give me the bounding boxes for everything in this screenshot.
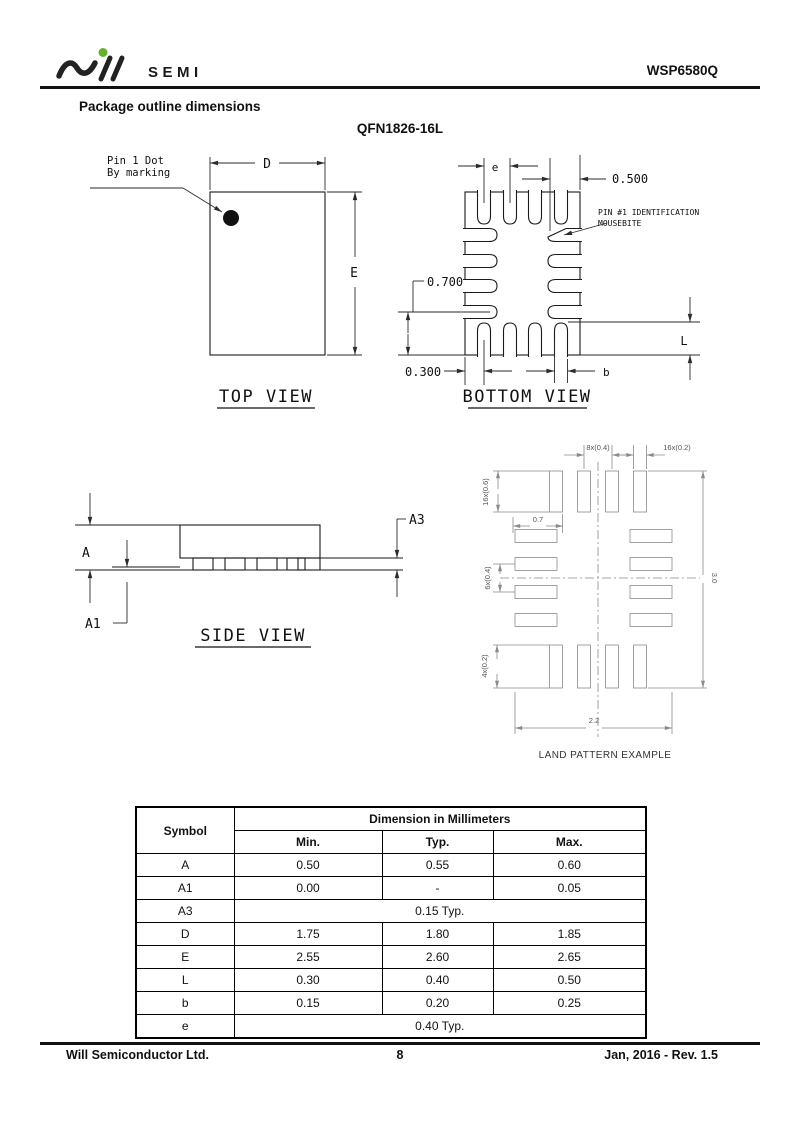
footer-rule — [40, 1042, 760, 1045]
table-row — [136, 923, 646, 946]
dim-label-0700: 0.700 — [427, 275, 464, 289]
package-name: QFN1826-16L — [356, 121, 444, 136]
dim-label-l: L — [680, 334, 688, 348]
land-label-side-pitch: 6x(0.4) — [483, 566, 492, 590]
cell-span-value: 0.15 Typ. — [234, 900, 646, 923]
land-pattern-centerlines — [500, 462, 700, 737]
land-pattern-pads — [515, 471, 672, 688]
part-number: WSP6580Q — [646, 63, 718, 78]
bottom-view-title: BOTTOM VIEW — [462, 387, 592, 407]
dim-label-pitch-e: e — [491, 161, 499, 174]
pin1-dot — [223, 210, 239, 226]
cell-min: 0.30 — [234, 969, 382, 992]
dim-label-0500: 0.500 — [612, 172, 649, 186]
cell-min: 0.50 — [234, 854, 382, 877]
cell-symbol: D — [136, 923, 234, 946]
col-header-typ: Typ. — [382, 831, 493, 854]
cell-symbol: E — [136, 946, 234, 969]
footer-page-number: 8 — [396, 1048, 404, 1062]
dim-label-a1: A1 — [85, 617, 101, 632]
top-view-title: TOP VIEW — [219, 387, 313, 407]
dim-label-a3: A3 — [409, 513, 425, 528]
land-label-height: 3.0 — [710, 572, 719, 584]
logo-wave — [59, 63, 95, 76]
cell-symbol: A3 — [136, 900, 234, 923]
land-pattern-dimensions — [493, 445, 707, 734]
land-label-width: 2.2 — [588, 716, 600, 725]
cell-min: 0.00 — [234, 877, 382, 900]
cell-min: 2.55 — [234, 946, 382, 969]
top-view-drawing — [55, 145, 405, 415]
side-view-title: SIDE VIEW — [200, 626, 306, 646]
dim-label-a: A — [82, 546, 90, 561]
footer-date-rev: Jan, 2016 - Rev. 1.5 — [604, 1048, 718, 1062]
table-row — [136, 877, 646, 900]
cell-min: 0.15 — [234, 992, 382, 1015]
side-view-drawing — [55, 465, 455, 665]
table-row — [136, 946, 646, 969]
bottom-view-drawing — [390, 145, 760, 415]
dim-label-b: b — [603, 366, 610, 379]
table-header-row-1 — [136, 807, 646, 831]
logo-text: SEMI — [148, 64, 203, 81]
table-row — [136, 854, 646, 877]
cell-symbol: b — [136, 992, 234, 1015]
cell-typ: - — [382, 877, 493, 900]
header-rule — [40, 86, 760, 89]
footer-company: Will Semiconductor Ltd. — [66, 1048, 209, 1062]
side-view-outline — [75, 525, 403, 570]
col-header-min: Min. — [234, 831, 382, 854]
cell-min: 1.75 — [234, 923, 382, 946]
logo-green-dot — [99, 48, 108, 57]
cell-symbol: e — [136, 1015, 234, 1039]
cell-max: 2.65 — [493, 946, 646, 969]
logo-slash-1 — [101, 58, 110, 79]
cell-symbol: A1 — [136, 877, 234, 900]
pin1-note-line1: Pin 1 Dot — [107, 155, 164, 167]
land-label-top-pitch: 8x(0.4) — [586, 443, 610, 452]
land-label-bottom-pad: 4x(0.2) — [480, 654, 489, 678]
bottom-view-outline — [463, 190, 582, 357]
cell-max: 0.25 — [493, 992, 646, 1015]
mousebite-note-line1: PIN #1 IDENTIFICATION — [598, 208, 700, 217]
dim-label-0300: 0.300 — [405, 365, 442, 379]
top-view-outline — [210, 192, 325, 355]
land-label-07: 0.7 — [532, 515, 544, 524]
top-view-dimensions — [90, 157, 362, 355]
section-title: Package outline dimensions — [79, 99, 261, 114]
logo-slash-2 — [113, 58, 122, 79]
cell-typ: 0.40 — [382, 969, 493, 992]
cell-symbol: A — [136, 854, 234, 877]
land-pattern-caption: LAND PATTERN EXAMPLE — [538, 750, 672, 761]
dim-label-e: E — [350, 266, 358, 281]
cell-max: 1.85 — [493, 923, 646, 946]
cell-typ: 0.55 — [382, 854, 493, 877]
land-label-pad-width: 16x(0.2) — [663, 443, 691, 452]
land-pattern-drawing — [455, 437, 755, 750]
cell-span-value: 0.40 Typ. — [234, 1015, 646, 1039]
table-row — [136, 1015, 646, 1039]
bottom-view-dimensions — [398, 155, 700, 385]
pin1-note-line2: By marking — [107, 167, 171, 179]
land-label-pad-length: 16x(0.6) — [481, 478, 490, 506]
mousebite-note-line2: MOUSEBITE — [598, 219, 642, 228]
cell-typ: 0.20 — [382, 992, 493, 1015]
table-row — [136, 900, 646, 923]
col-header-max: Max. — [493, 831, 646, 854]
cell-typ: 2.60 — [382, 946, 493, 969]
will-logo-icon — [55, 46, 145, 88]
group-header: Dimension in Millimeters — [234, 807, 646, 831]
dimension-table — [135, 806, 647, 1039]
cell-max: 0.05 — [493, 877, 646, 900]
cell-typ: 1.80 — [382, 923, 493, 946]
cell-max: 0.50 — [493, 969, 646, 992]
dim-label-d: D — [263, 157, 271, 172]
table-row — [136, 969, 646, 992]
cell-symbol: L — [136, 969, 234, 992]
table-row — [136, 992, 646, 1015]
symbol-header: Symbol — [136, 807, 234, 854]
cell-max: 0.60 — [493, 854, 646, 877]
